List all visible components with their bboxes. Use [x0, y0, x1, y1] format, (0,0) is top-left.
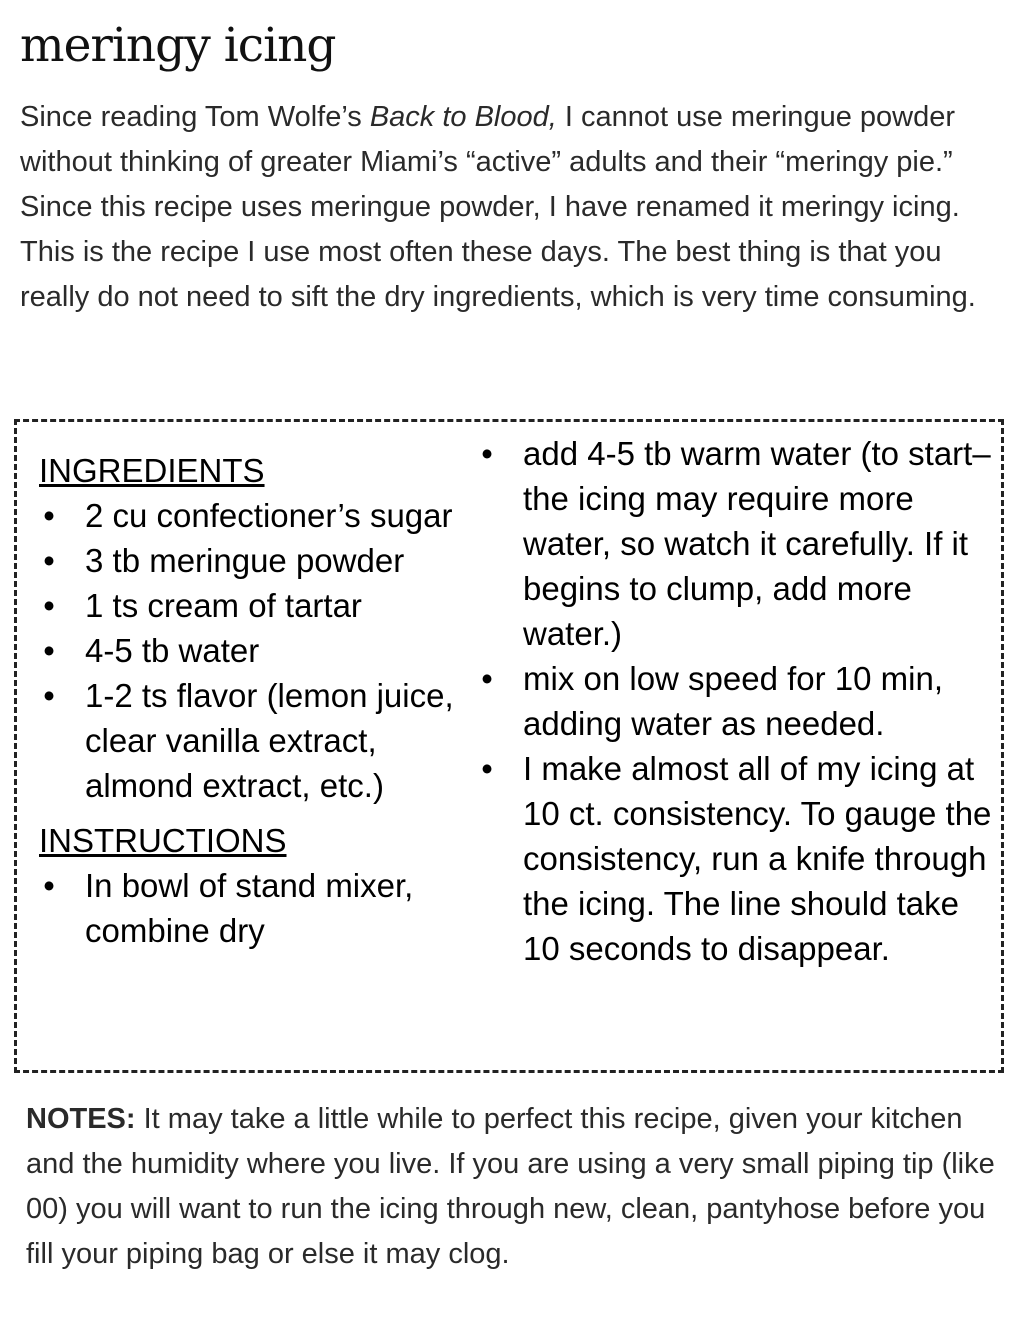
- bullet-icon: •: [43, 542, 55, 579]
- bullet-icon: •: [481, 750, 493, 787]
- ingredient-item: • 3 tb meringue powder: [39, 538, 485, 583]
- notes-paragraph: [26, 1097, 1006, 1277]
- intro-text-end: I cannot use meringue powder without thinking of greater Miami’s “active” adults and their “meringy pie.” Since this recipe uses meringue powder, I have renamed it meringy icing. This is the recipe I use most often these days. The best thing is that you really do not need to sift the dry ingredients, which is very time consuming.: [20, 101, 976, 313]
- bullet-icon: •: [43, 632, 55, 669]
- page-title: meringy icing: [20, 18, 336, 73]
- bullet-icon: •: [43, 587, 55, 624]
- ingredient-item: • 1-2 ts flavor (lemon juice, clear vanilla extract, almond extract, etc.): [39, 673, 485, 808]
- intro-paragraph: [20, 95, 1010, 320]
- notes-text: It may take a little while to perfect this recipe, given your kitchen and the humidity where you live. If you are using a very small piping tip (like 00) you will want to run the icing through new, clean, pantyhose before you fill your piping bag or else it may clog.: [26, 1103, 995, 1270]
- ingredient-item: • 1 ts cream of tartar: [39, 583, 485, 628]
- ingredient-item: • 2 cu confectioner’s sugar: [39, 493, 485, 538]
- bullet-icon: •: [43, 867, 55, 904]
- instruction-item: • mix on low speed for 10 min, adding water as needed.: [477, 656, 997, 746]
- book-title: Back to Blood,: [369, 101, 557, 133]
- instruction-item: • I make almost all of my icing at 10 ct. consistency. To gauge the consistency, run a knife through the icing. The line should take 10 seconds to disappear.: [477, 746, 997, 971]
- instructions-heading: INSTRUCTIONS: [39, 822, 287, 859]
- ingredients-list: [39, 493, 485, 808]
- instruction-item: • add 4-5 tb warm water (to start– the icing may require more water, so watch it carefully. If it begins to clump, add more water.): [477, 431, 997, 656]
- bullet-icon: •: [43, 497, 55, 534]
- notes-label: NOTES:: [26, 1103, 136, 1135]
- ingredient-item: • 4-5 tb water: [39, 628, 485, 673]
- recipe-box: [14, 419, 1004, 1073]
- bullet-icon: •: [481, 660, 493, 697]
- bullet-icon: •: [481, 435, 493, 472]
- instruction-item: • In bowl of stand mixer, combine dry: [39, 863, 485, 953]
- ingredients-heading: INGREDIENTS: [39, 452, 265, 489]
- bullet-icon: •: [43, 677, 55, 714]
- recipe-right-column: [477, 431, 997, 971]
- intro-text-start: Since reading Tom Wolfe’s: [20, 101, 370, 133]
- instructions-list-right: [477, 431, 997, 971]
- recipe-left-column: [39, 448, 485, 953]
- instructions-list-left: [39, 863, 485, 953]
